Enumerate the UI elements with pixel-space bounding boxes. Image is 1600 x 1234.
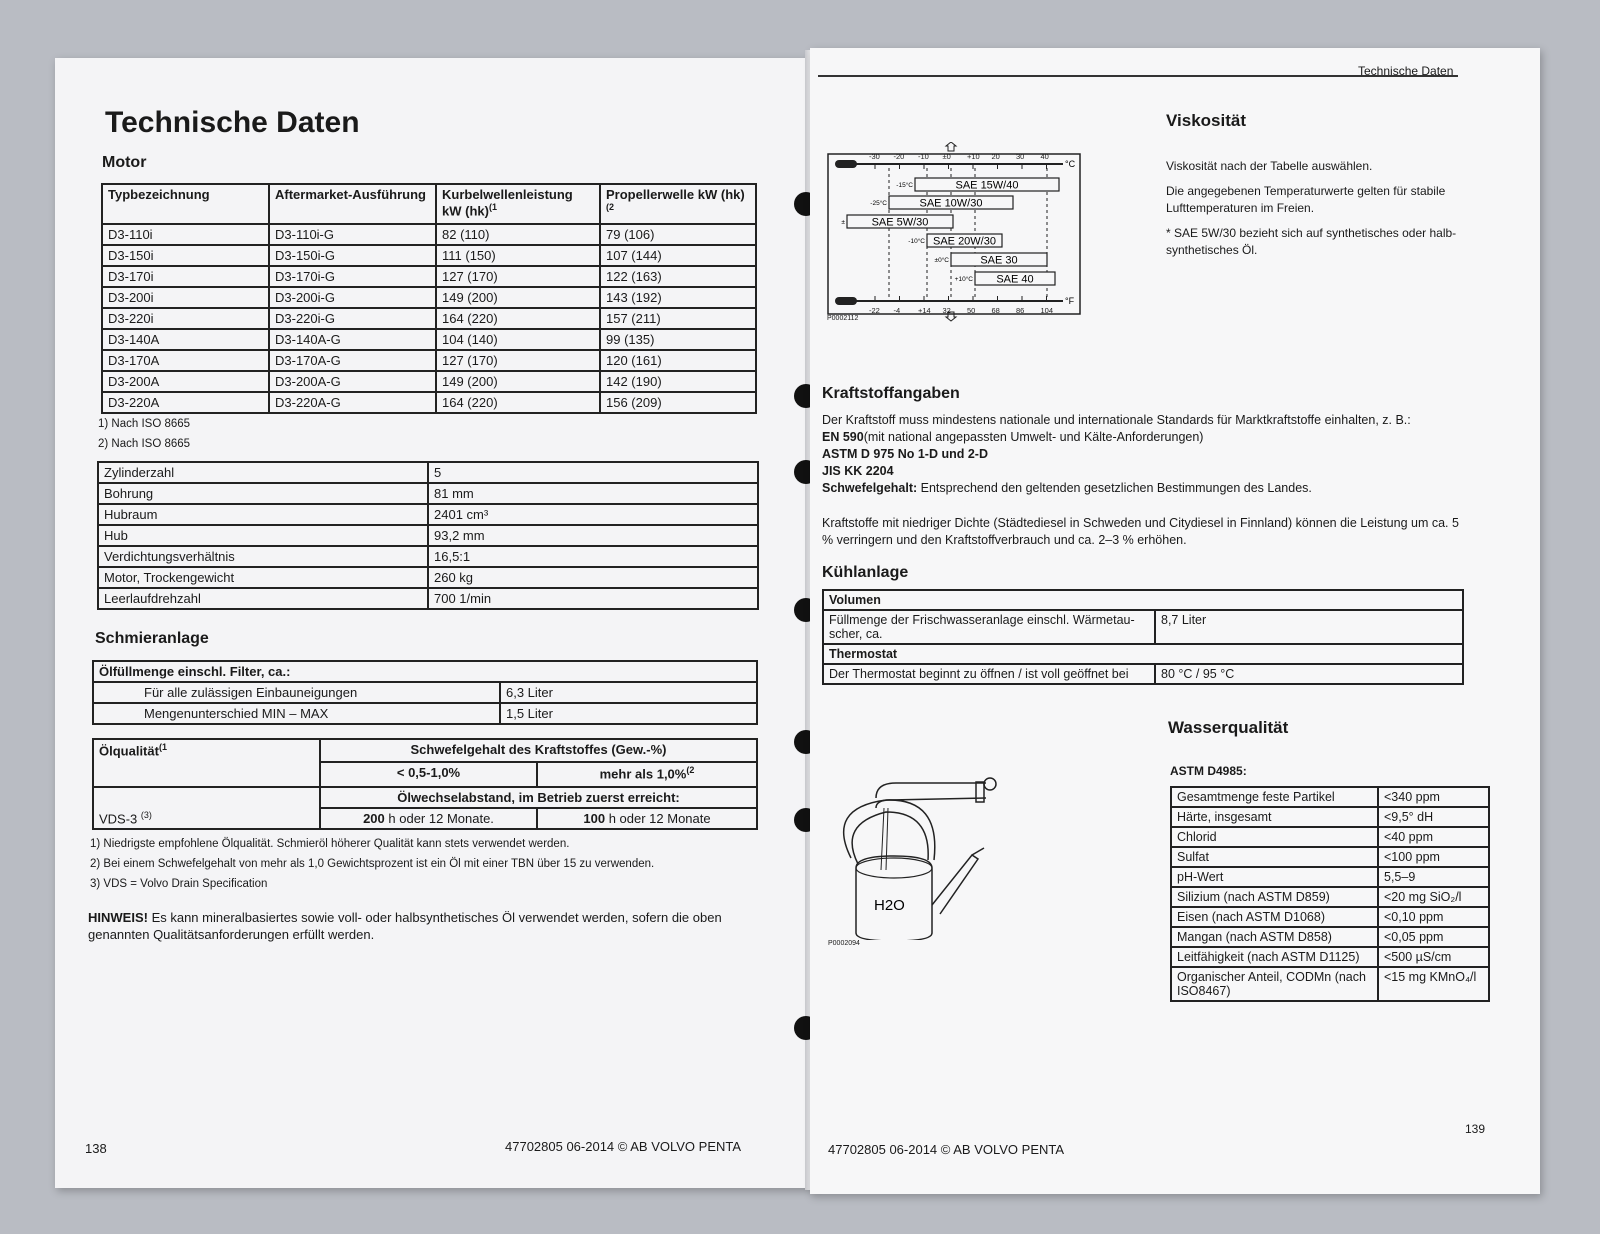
table-row <box>98 567 758 588</box>
table-row <box>1171 867 1489 887</box>
table-cell: 156 (209) <box>600 392 756 413</box>
fahrenheit-tick-label: -22 <box>869 306 880 315</box>
table-row <box>98 462 758 483</box>
fuel-low-density: Kraftstoffe mit niedriger Dichte (Städtediesel in Schweden und Citydiesel in Finnland) können die Leistung um ca. 5 % verringern und den Kraftstoffverbrauch und ca. 2–3 % erhöhen. <box>822 516 1459 547</box>
fahrenheit-tick-label: -4 <box>893 306 901 315</box>
table-cell: D3-150i <box>102 245 269 266</box>
water-heading: Wasserqualität <box>1168 718 1289 737</box>
page-footer: 47702805 06-2014 © AB VOLVO PENTA <box>505 1139 742 1154</box>
cell-label: Mangan (nach ASTM D858) <box>1171 927 1378 947</box>
table-row <box>1171 927 1489 947</box>
table-cell: 82 (110) <box>436 224 600 245</box>
grade-name: SAE 20W/30 <box>933 235 996 248</box>
right-page <box>810 48 1540 1194</box>
table-cell: D3-140A-G <box>269 329 436 350</box>
table-row <box>823 664 1463 684</box>
col-header: Propellerwelle kW (hk)$^{(2}$ <box>600 184 756 224</box>
celsius-tick-label: -20 <box>893 152 905 161</box>
cell-value: 1,5 Liter <box>500 703 757 724</box>
motor-table-header <box>102 184 756 224</box>
table-row <box>102 329 756 350</box>
watering-can-illustration <box>826 760 1001 940</box>
celsius-tick-label: 40 <box>1040 152 1049 161</box>
motor-footnotes <box>98 414 190 454</box>
viscosity-chart <box>825 142 1083 322</box>
cell-label: Der Thermostat beginnt zu öffnen / ist voll geöffnet bei <box>823 664 1155 684</box>
volumen-header: Volumen <box>823 590 1463 610</box>
table-row <box>98 588 758 609</box>
cell-value: <500 µS/cm <box>1378 947 1489 967</box>
cell-label: Für alle zulässigen Einbauneigungen <box>93 682 500 703</box>
cell-value: <340 ppm <box>1378 787 1489 807</box>
table-row <box>1171 887 1489 907</box>
cell-label: Eisen (nach ASTM D1068) <box>1171 907 1378 927</box>
cell-label: Härte, insgesamt <box>1171 807 1378 827</box>
footnote: 1) Niedrigste empfohlene Ölqualität. Schmieröl höherer Qualität kann stets verwendet werden. <box>90 838 570 850</box>
table-cell: D3-200A <box>102 371 269 392</box>
col-header: Typbezeichnung <box>102 184 269 224</box>
table-cell: D3-110i-G <box>269 224 436 245</box>
interval-low: 200 h oder 12 Monate. <box>320 808 537 829</box>
fahrenheit-tick-label: +14 <box>918 306 931 315</box>
table-cell: D3-220i-G <box>269 308 436 329</box>
table-cell: D3-200i-G <box>269 287 436 308</box>
table-row <box>1171 787 1489 807</box>
table-cell: 143 (192) <box>600 287 756 308</box>
vds-cell: VDS-3 $^{(3)}$ <box>93 787 320 829</box>
oil-quality-table <box>92 738 758 830</box>
oil-fill-header: Ölfüllmenge einschl. Filter, ca.: <box>93 661 757 682</box>
oil-quality-header: Ölqualität$^{(1}$ <box>93 739 320 787</box>
celsius-tick-label: -30 <box>869 152 880 161</box>
oil-footnotes <box>90 834 654 894</box>
table-cell: D3-220A-G <box>269 392 436 413</box>
table-row <box>102 266 756 287</box>
water-standard: ASTM D4985: <box>1170 764 1247 778</box>
celsius-tick-label: 20 <box>991 152 1000 161</box>
specs-table <box>97 461 759 610</box>
cell-value: 93,2 mm <box>428 525 758 546</box>
table-row <box>102 224 756 245</box>
viscosity-chart-svg <box>825 142 1083 322</box>
fuel-sulfur: Schwefelgehalt: Entsprechend den geltenden gesetzlichen Bestimmungen des Landes. <box>822 481 1312 495</box>
grade-start-label: -15°C <box>896 182 913 189</box>
grade-name: SAE 10W/30 <box>919 197 983 210</box>
oil-fill-table <box>92 660 758 725</box>
cell-value: <40 ppm <box>1378 827 1489 847</box>
table-cell: 157 (211) <box>600 308 756 329</box>
cell-label: Hubraum <box>98 504 428 525</box>
cell-value: 5,5–9 <box>1378 867 1489 887</box>
table-cell: D3-110i <box>102 224 269 245</box>
table-row <box>1171 907 1489 927</box>
thermostat-header: Thermostat <box>823 644 1463 664</box>
cell-value: <9,5° dH <box>1378 807 1489 827</box>
fuel-en590: EN 590(mit national angepassten Umwelt- und Kälte-Anforderungen) <box>822 430 1204 444</box>
table-cell: 122 (163) <box>600 266 756 287</box>
watering-can-image <box>826 760 1001 950</box>
table-row <box>1171 827 1489 847</box>
cell-label: Zylinderzahl <box>98 462 428 483</box>
celsius-tick-label: ±0 <box>942 152 951 161</box>
cell-value: <20 mg SiO₂/l <box>1378 887 1489 907</box>
motor-heading: Motor <box>102 154 147 171</box>
cell-value: 5 <box>428 462 758 483</box>
table-cell: 99 (135) <box>600 329 756 350</box>
table-cell: D3-170i-G <box>269 266 436 287</box>
sulfur-low: < 0,5-1,0% <box>320 762 537 787</box>
table-cell: 127 (170) <box>436 266 600 287</box>
table-row <box>98 525 758 546</box>
col-header: Aftermarket-Ausführung <box>269 184 436 224</box>
cell-value: 260 kg <box>428 567 758 588</box>
table-cell: 104 (140) <box>436 329 600 350</box>
table-cell: 164 (220) <box>436 392 600 413</box>
note-label: HINWEIS! <box>88 910 148 925</box>
table-cell: 107 (144) <box>600 245 756 266</box>
cell-value: 81 mm <box>428 483 758 504</box>
table-row <box>102 308 756 329</box>
table-cell: 111 (150) <box>436 245 600 266</box>
cell-label: Hub <box>98 525 428 546</box>
footnote: 1) Nach ISO 8665 <box>98 418 191 430</box>
table-cell: 142 (190) <box>600 371 756 392</box>
running-header: Technische Daten <box>1358 64 1454 78</box>
footnote: 2) Bei einem Schwefelgehalt von mehr als 1,0 Gewichtsprozent ist ein Öl mit einer TBN über 15 zu verwenden. <box>90 858 655 870</box>
table-cell: D3-170A <box>102 350 269 371</box>
image-code: P0002094 <box>828 940 860 947</box>
cell-label: Leitfähigkeit (nach ASTM D1125) <box>1171 947 1378 967</box>
fahrenheit-tick-label: 32 <box>942 306 951 315</box>
table-row <box>102 245 756 266</box>
table-cell: 149 (200) <box>436 287 600 308</box>
cell-value: 16,5:1 <box>428 546 758 567</box>
table-row <box>98 483 758 504</box>
table-cell: D3-140A <box>102 329 269 350</box>
motor-table <box>101 183 757 414</box>
table-cell: D3-150i-G <box>269 245 436 266</box>
table-row <box>102 287 756 308</box>
sulfur-header: Schwefelgehalt des Kraftstoffes (Gew.-%) <box>320 739 757 762</box>
fuel-astm: ASTM D 975 No 1-D und 2-D <box>822 447 988 461</box>
water-table <box>1170 786 1490 1002</box>
table-row <box>1171 947 1489 967</box>
grade-name: SAE 30 <box>980 254 1018 267</box>
cooling-heading: Kühlanlage <box>822 564 909 581</box>
table-cell: D3-220A <box>102 392 269 413</box>
cell-label: Füllmenge der Frischwasseranlage einschl. Wärmetau-scher, ca. <box>823 610 1155 644</box>
left-page <box>55 58 813 1188</box>
viscosity-p2: Die angegebenen Temperaturwerte gelten für stabile Lufttemperaturen im Freien. <box>1166 184 1446 215</box>
table-row <box>93 682 757 703</box>
cell-label: Leerlaufdrehzahl <box>98 588 428 609</box>
table-row <box>102 392 756 413</box>
fahrenheit-tick-label: 50 <box>967 306 976 315</box>
fahrenheit-tick-label: 68 <box>991 306 1000 315</box>
fahrenheit-unit: °F <box>1065 296 1075 306</box>
grade-name: SAE 5W/30 <box>871 216 929 229</box>
footnote: 2) Nach ISO 8665 <box>98 438 191 450</box>
cell-value: 700 1/min <box>428 588 758 609</box>
fuel-intro: Der Kraftstoff muss mindestens nationale und internationale Standards für Marktkraftstoffe einhalten, z. B.: <box>822 413 1411 427</box>
table-row <box>1171 967 1489 1001</box>
grade-start-label: +10°C <box>954 276 973 283</box>
note <box>88 909 768 943</box>
table-cell: 127 (170) <box>436 350 600 371</box>
cell-label: Chlorid <box>1171 827 1378 847</box>
schmier-heading: Schmieranlage <box>95 630 209 647</box>
cell-label: Motor, Trockengewicht <box>98 567 428 588</box>
page-title: Technische Daten <box>105 106 360 139</box>
grade-name: SAE 15W/40 <box>955 179 1019 192</box>
table-cell: 120 (161) <box>600 350 756 371</box>
cell-label: Gesamtmenge feste Partikel <box>1171 787 1378 807</box>
fahrenheit-tick-label: 86 <box>1016 306 1025 315</box>
celsius-tick-label: -10 <box>918 152 929 161</box>
table-row <box>1171 847 1489 867</box>
table-row <box>93 703 757 724</box>
fuel-jis: JIS KK 2204 <box>822 464 894 478</box>
celsius-unit: °C <box>1065 159 1076 169</box>
fahrenheit-tick-label: 104 <box>1040 306 1054 315</box>
cell-label: pH-Wert <box>1171 867 1378 887</box>
table-row <box>102 350 756 371</box>
viscosity-p1: Viskosität nach der Tabelle auswählen. <box>1166 159 1373 173</box>
viscosity-text <box>1166 158 1486 259</box>
page-number: 139 <box>1465 1122 1486 1136</box>
table-row <box>823 610 1463 644</box>
grade-start-label: ± <box>841 219 845 226</box>
cell-value: <0,05 ppm <box>1378 927 1489 947</box>
table-cell: D3-200i <box>102 287 269 308</box>
cell-label: Mengenunterschied MIN – MAX <box>93 703 500 724</box>
celsius-tick-label: 30 <box>1016 152 1025 161</box>
page-footer: 47702805 06-2014 © AB VOLVO PENTA <box>828 1142 1065 1157</box>
cell-value: 80 °C / 95 °C <box>1155 664 1463 684</box>
cell-label: Organischer Anteil, CODMn (nach ISO8467) <box>1171 967 1378 1001</box>
viscosity-heading: Viskosität <box>1166 111 1247 130</box>
cell-value: 2401 cm³ <box>428 504 758 525</box>
grade-name: SAE 40 <box>996 273 1034 286</box>
celsius-tick-label: +10 <box>967 152 980 161</box>
grade-start-label: -10°C <box>908 238 925 245</box>
table-cell: D3-200A-G <box>269 371 436 392</box>
fuel-text <box>822 412 1472 549</box>
table-cell: 79 (106) <box>600 224 756 245</box>
h2o-label: H2O <box>874 897 905 914</box>
cell-value: <0,10 ppm <box>1378 907 1489 927</box>
col-header: Kurbelwellenleistung kW (hk)$^{(1}$ <box>436 184 600 224</box>
page-number: 138 <box>85 1141 107 1156</box>
table-row <box>98 546 758 567</box>
cell-value: <100 ppm <box>1378 847 1489 867</box>
cell-label: Sulfat <box>1171 847 1378 867</box>
grade-start-label: ±0°C <box>934 257 949 264</box>
grade-start-label: -25°C <box>870 200 887 207</box>
footnote: 3) VDS = Volvo Drain Specification <box>90 878 268 890</box>
table-row <box>102 371 756 392</box>
note-text: Es kann mineralbasiertes sowie voll- oder halbsynthetisches Öl verwendet werden, sofern die oben genannten Qualitätsanforderungen erfüllt werden. <box>88 910 722 942</box>
table-row <box>1171 807 1489 827</box>
cell-label: Bohrung <box>98 483 428 504</box>
table-cell: D3-220i <box>102 308 269 329</box>
chart-code: P0002112 <box>827 315 859 322</box>
cell-label: Verdichtungsverhältnis <box>98 546 428 567</box>
viscosity-p3: * SAE 5W/30 bezieht sich auf synthetisches oder halb-synthetisches Öl. <box>1166 226 1457 257</box>
table-cell: 149 (200) <box>436 371 600 392</box>
cooling-table <box>822 589 1464 685</box>
table-cell: 164 (220) <box>436 308 600 329</box>
table-row <box>98 504 758 525</box>
table-cell: D3-170i <box>102 266 269 287</box>
interval-header: Ölwechselabstand, im Betrieb zuerst erreicht: <box>320 787 757 808</box>
sulfur-high: mehr als 1,0%$^{(2}$ <box>537 762 757 787</box>
cell-value: 6,3 Liter <box>500 682 757 703</box>
fuel-heading: Kraftstoffangaben <box>822 385 960 402</box>
cell-value: 8,7 Liter <box>1155 610 1463 644</box>
interval-high: 100 h oder 12 Monate <box>537 808 757 829</box>
cell-value: <15 mg KMnO₄/l <box>1378 967 1489 1001</box>
table-cell: D3-170A-G <box>269 350 436 371</box>
cell-label: Silizium (nach ASTM D859) <box>1171 887 1378 907</box>
